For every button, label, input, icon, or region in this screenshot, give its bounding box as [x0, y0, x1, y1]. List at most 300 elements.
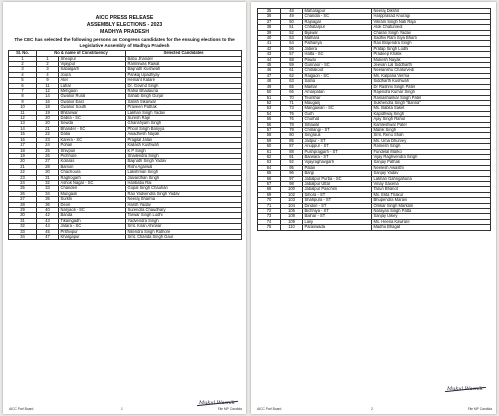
constituency-name: Maihar [303, 84, 372, 89]
constituency-name: Chitrangi - ST [303, 127, 372, 132]
constituency-number: 45 [37, 229, 59, 234]
serial-number: 39 [258, 30, 281, 35]
candidate-name: Bhupendra Maravi [372, 198, 491, 203]
serial-number: 68 [258, 187, 281, 192]
serial-number: 40 [258, 36, 281, 41]
candidate-name: Sanjay Uikey [372, 214, 491, 219]
serial-number: 3 [9, 67, 37, 72]
constituency-name: Dabra - SC [59, 116, 126, 121]
constituency-number: 54 [281, 41, 303, 46]
candidate-name: Lakhan Gahngahuria [372, 176, 491, 181]
constituency-name: Datia [59, 132, 126, 137]
candidate-name: Yadvendra Singh [126, 218, 242, 223]
candidate-name: Siddharth Kushwah [372, 79, 491, 84]
constituency-number: 11 [37, 83, 59, 88]
constituency-number: 57 [281, 52, 303, 57]
column-header-constituency: No & name of Constituency [37, 51, 126, 56]
constituency-number: 2 [37, 62, 59, 67]
constituency-number: 85 [281, 138, 303, 143]
constituency-name: Bhitarwar [59, 110, 126, 115]
serial-number: 7 [9, 89, 37, 94]
candidate-name: Rishi Agarwal [126, 164, 242, 169]
candidate-name: Sahab Singh Gurjar [126, 94, 242, 99]
constituency-name: Malhara [303, 36, 372, 41]
constituency-number: 97 [281, 176, 303, 181]
constituency-name: Bhander - SC [59, 126, 126, 131]
serial-number: 49 [258, 84, 281, 89]
candidate-name: Nitendra Singh Rathore [126, 229, 242, 234]
constituency-number: 59 [281, 63, 303, 68]
footer-right: File MP Candida [467, 407, 492, 411]
constituency-name: Sheopur [59, 56, 126, 61]
candidate-name: Satish Sikarwar [126, 99, 242, 104]
serial-number: 46 [258, 68, 281, 73]
constituency-name: Pushprajgarh - ST [303, 149, 372, 154]
serial-number: 27 [9, 197, 37, 202]
constituency-number: 76 [281, 117, 303, 122]
constituency-number: 48 [281, 9, 303, 14]
constituency-name: Raigaon - SC [303, 73, 372, 78]
header-line: ASSEMBLY ELECTIONS - 2023 [86, 22, 163, 28]
serial-number: 24 [9, 180, 37, 185]
serial-number: 64 [258, 165, 281, 170]
serial-number: 28 [9, 202, 37, 207]
constituency-number: 56 [281, 46, 303, 51]
constituency-number: 20 [37, 116, 59, 121]
constituency-number: 30 [37, 170, 59, 175]
constituency-name: Deori [59, 202, 126, 207]
constituency-name: Vijaypur [59, 62, 126, 67]
constituency-number: 18 [37, 105, 59, 110]
column-header-candidates: Selected Candidates [126, 51, 242, 56]
constituency-number: 35 [37, 197, 59, 202]
constituency-number: 70 [281, 95, 303, 100]
serial-number: 57 [258, 127, 281, 132]
constituency-number: 98 [281, 182, 303, 187]
constituency-name: Rajnagar [303, 19, 372, 24]
serial-number: 71 [258, 203, 281, 208]
serial-number: 75 [258, 225, 281, 230]
constituency-number: 49 [281, 14, 303, 19]
candidate-table-page-1 [8, 50, 242, 240]
constituency-number: 88 [281, 149, 303, 154]
candidate-name: Sadhvi Ram Siya Bharti [372, 36, 491, 41]
candidate-name: Dr. Govind Singh [126, 83, 242, 88]
candidate-name: Neeraj Dikshit [372, 9, 491, 14]
constituency-number: 91 [281, 154, 303, 159]
constituency-name: Sewda [59, 121, 126, 126]
candidate-name: Manik Singh [372, 127, 491, 132]
constituency-name: Bichhiya - ST [303, 209, 372, 214]
serial-number: 73 [258, 214, 281, 219]
constituency-number: 105 [281, 209, 303, 214]
serial-number: 16 [9, 137, 37, 142]
serial-number: 13 [9, 121, 37, 126]
serial-number: 22 [9, 170, 37, 175]
constituency-number: 36 [37, 202, 59, 207]
constituency-name: Chitrakoot [303, 68, 372, 73]
candidate-name: Tarun Bhanot [372, 187, 491, 192]
constituency-name: Satna [303, 79, 372, 84]
constituency-number: 4 [37, 72, 59, 77]
serial-number: 31 [9, 218, 37, 223]
constituency-number: 62 [281, 73, 303, 78]
serial-number: 36 [258, 14, 281, 19]
signature: Mukul Wasnik [199, 400, 235, 406]
candidate-name: Tarwar Singh Lodhi [126, 213, 242, 218]
serial-number: 6 [9, 83, 37, 88]
constituency-name: Bamori [59, 164, 126, 169]
document-page-1 [3, 2, 246, 414]
constituency-name: Kolaras [59, 159, 126, 164]
constituency-name: Raghogarh [59, 175, 126, 180]
candidate-name: Omkar Singh Markam [372, 203, 491, 208]
candidate-name: Surendra Chaudhary [126, 207, 242, 212]
constituency-number: 20 [37, 121, 59, 126]
candidate-name: Baijnath Singh Yadav [126, 159, 242, 164]
serial-number: 23 [9, 175, 37, 180]
constituency-number: 32 [37, 180, 59, 185]
constituency-name: Pawai [303, 57, 372, 62]
constituency-number: 22 [37, 132, 59, 137]
serial-number: 55 [258, 117, 281, 122]
serial-number: 51 [258, 95, 281, 100]
constituency-number: 44 [37, 224, 59, 229]
constituency-number: 103 [281, 198, 303, 203]
constituency-number: 87 [281, 144, 303, 149]
constituency-name: Chhatarpur [303, 25, 372, 30]
serial-number: 5 [9, 78, 37, 83]
candidate-name: K P Singh [126, 148, 242, 153]
constituency-name: Jabalpur Purba - SC [303, 176, 372, 181]
serial-number: 42 [258, 46, 281, 51]
candidate-name: Pankaj Upadhyay [126, 72, 242, 77]
candidate-name: Lakhan Singh Yadav [126, 110, 242, 115]
serial-number: 52 [258, 100, 281, 105]
candidate-name: Vikram Singh Nati Raja [372, 19, 491, 24]
constituency-name: Singrauli [303, 133, 372, 138]
constituency-number: 1 [37, 56, 59, 61]
serial-number: 14 [9, 126, 37, 131]
constituency-number: 63 [281, 79, 303, 84]
constituency-name: Pohari [59, 143, 126, 148]
constituency-number: 23 [37, 137, 59, 142]
constituency-number: 40 [37, 207, 59, 212]
constituency-number: 65 [281, 84, 303, 89]
candidate-name: Alok Chaturvedi [372, 25, 491, 30]
constituency-name: Gwalior South [59, 105, 126, 110]
candidate-name: Pragilal Jatav [126, 137, 242, 142]
candidate-name: Vijay Raghvendra Singh [372, 154, 491, 159]
constituency-number: 66 [281, 90, 303, 95]
serial-number: 61 [258, 149, 281, 154]
serial-number: 67 [258, 182, 281, 187]
constituency-number: 34 [37, 191, 59, 196]
serial-number: 19 [9, 153, 37, 158]
candidate-table-page-2 [257, 8, 491, 231]
candidate-name: Narayan Singh Patta [372, 209, 491, 214]
candidate-name: Phool Singh Bariyya [126, 126, 242, 131]
header-line: MADHYA PRADESH [100, 29, 149, 35]
candidate-name: Praveen Pathak [126, 105, 242, 110]
candidate-name: Suresh Raje [126, 116, 242, 121]
candidate-name: Vinay Saxena [372, 182, 491, 187]
column-header-sl-no: Sl. No. [9, 51, 37, 56]
constituency-number: 110 [281, 225, 303, 230]
constituency-name: Mangawan - SC [303, 106, 372, 111]
constituency-name: Vijayraghavgarh [303, 160, 372, 165]
candidate-name: Ms. Kalpana Verma [372, 73, 491, 78]
serial-number: 72 [258, 209, 281, 214]
constituency-number: 79 [281, 127, 303, 132]
constituency-name: Lahar [59, 83, 126, 88]
constituency-name: Surkhi [59, 197, 126, 202]
candidate-name: Mukesh Nayak [372, 57, 491, 62]
serial-number: 43 [258, 52, 281, 57]
serial-number: 15 [9, 132, 37, 137]
candidate-name: Ms. Ekta Thakur [372, 192, 491, 197]
serial-number: 17 [9, 143, 37, 148]
constituency-number: 50 [281, 19, 303, 24]
constituency-name: Chanderi [59, 186, 126, 191]
serial-number: 18 [9, 148, 37, 153]
constituency-number: 33 [37, 186, 59, 191]
signature: Mukul Wasnik [447, 386, 483, 392]
constituency-number: 47 [37, 235, 59, 240]
constituency-number: 109 [281, 219, 303, 224]
serial-number: 20 [9, 159, 37, 164]
candidate-name: Ms. Uma Dhurvey [372, 138, 491, 143]
constituency-name: Sihawal [303, 122, 372, 127]
candidate-name: Dr Rashmi Singh Patel [372, 84, 491, 89]
candidate-name: Smt. Kiran Ahirwar [126, 224, 242, 229]
constituency-name: Chandla - SC [303, 14, 372, 19]
serial-number: 25 [9, 186, 37, 191]
serial-number: 48 [258, 79, 281, 84]
candidate-name: Jaivardhan Singh [126, 175, 242, 180]
serial-number: 69 [258, 192, 281, 197]
serial-number: 10 [9, 105, 37, 110]
constituency-number: 16 [37, 99, 59, 104]
constituency-number: 52 [281, 30, 303, 35]
constituency-name: Ashok Nagar - SC [59, 180, 126, 185]
serial-number: 53 [258, 106, 281, 111]
constituency-name: Hatta - SC [303, 52, 372, 57]
serial-number: 65 [258, 171, 281, 176]
serial-number: 2 [9, 62, 37, 67]
footer-left: AICC Parl Board [257, 407, 282, 411]
serial-number: 50 [258, 90, 281, 95]
candidate-name: Kamleshwar Patel [372, 122, 491, 127]
serial-number: 44 [258, 57, 281, 62]
serial-number: 60 [258, 144, 281, 149]
constituency-number: 24 [37, 143, 59, 148]
constituency-number: 71 [281, 100, 303, 105]
constituency-name: Gwalior Rural [59, 94, 126, 99]
candidate-name: Hemant Katare [126, 78, 242, 83]
candidate-name: Kailash Kushwah [126, 143, 242, 148]
constituency-name: Jabera [303, 46, 372, 51]
candidate-name: Rahul Bhadauria [126, 89, 242, 94]
serial-number: 63 [258, 160, 281, 165]
constituency-number: 51 [281, 25, 303, 30]
serial-number: 30 [9, 213, 37, 218]
constituency-number: 80 [281, 133, 303, 138]
constituency-number: 58 [281, 57, 303, 62]
constituency-number: 92 [281, 160, 303, 165]
constituency-name: Churhat [303, 117, 372, 122]
serial-number: 21 [9, 164, 37, 169]
constituency-number: 43 [37, 218, 59, 223]
footer-left: AICC Parl Board [9, 407, 34, 411]
candidate-name: Shailendra Singh [126, 153, 242, 158]
candidate-name: Ramniwas Rawat [126, 62, 242, 67]
candidate-name: Neelesh Awasthi [372, 165, 491, 170]
constituency-name: Pichhore [59, 153, 126, 158]
candidate-name: Smt. Chanda Singh Gaur [126, 235, 242, 240]
constituency-name: Mungaoli [59, 191, 126, 196]
constituency-number: 19 [37, 110, 59, 115]
constituency-name: Banda [59, 213, 126, 218]
constituency-name: Sabalgarh [59, 67, 126, 72]
serial-number: 38 [258, 25, 281, 30]
candidate-name: Ms. Heena Kawrare [372, 219, 491, 224]
footer-page-number: 1 [121, 407, 123, 411]
constituency-number: 75 [281, 111, 303, 116]
serial-number: 26 [9, 191, 37, 196]
constituency-name: Gunnaor - SC [303, 63, 372, 68]
candidate-name: Rao Brajendra Singh [372, 41, 491, 46]
constituency-name: Joura [59, 72, 126, 77]
candidate-name: Rao Yadvendra Singh Yadav [126, 191, 242, 196]
serial-number: 33 [9, 229, 37, 234]
candidate-name: Ms. Babita Saket [372, 106, 491, 111]
candidate-name: Pradeep Khatik [372, 52, 491, 57]
constituency-name: Bargi [303, 171, 372, 176]
candidate-name: Sanjay Pathak [372, 160, 491, 165]
constituency-number: 95 [281, 165, 303, 170]
constituency-name: Lanji [303, 219, 372, 224]
constituency-name: Sihora - ST [303, 192, 372, 197]
constituency-name: Prithvipur [59, 229, 126, 234]
candidate-name: Sanjay Yadav [372, 171, 491, 176]
table-row [258, 225, 491, 230]
serial-number: 34 [9, 235, 37, 240]
constituency-name: Barwara - ST [303, 154, 372, 159]
serial-number: 11 [9, 110, 37, 115]
constituency-name: Jabalpur Uttar [303, 182, 372, 187]
candidate-name: Babu Jhandel [126, 56, 242, 61]
candidate-name: Sukhendra Singh "Banna" [372, 100, 491, 105]
candidate-name: Harpprasad Anuragi [372, 14, 491, 19]
candidate-name: Ajay Singh Rahul [372, 117, 491, 122]
constituency-number: 78 [281, 122, 303, 127]
constituency-name: Paraswada [303, 225, 372, 230]
constituency-number: 21 [37, 126, 59, 131]
candidate-name: Kapidhwaj Singh [372, 111, 491, 116]
constituency-number: 73 [281, 106, 303, 111]
candidate-name: Ramesh Singh [372, 144, 491, 149]
constituency-name: Khargapur [59, 235, 126, 240]
serial-number: 74 [258, 219, 281, 224]
constituency-number: 100 [281, 187, 303, 192]
constituency-number: 9 [37, 78, 59, 83]
constituency-number: 27 [37, 159, 59, 164]
constituency-name: Patan [303, 165, 372, 170]
candidate-name: Awadhesh Nayak [126, 132, 242, 137]
serial-number: 62 [258, 154, 281, 159]
constituency-number: 28 [37, 164, 59, 169]
constituency-name: Shivpuri [59, 148, 126, 153]
constituency-number: 53 [281, 36, 303, 41]
constituency-name: Mauganj [303, 100, 372, 105]
serial-number: 56 [258, 122, 281, 127]
candidate-name: Smt. Renu Shah [372, 133, 491, 138]
footer-right: File MP Candida [217, 407, 242, 411]
candidate-name: Harsh Yadav [126, 202, 242, 207]
serial-number: 45 [258, 63, 281, 68]
constituency-name: Maharajpur [303, 9, 372, 14]
candidate-name: Jeevan Lal Siddharth [372, 63, 491, 68]
serial-number: 47 [258, 73, 281, 78]
constituency-name: Naryaoli - SC [59, 207, 126, 212]
serial-number: 4 [9, 72, 37, 77]
candidate-name: Neeraj Sharma [126, 197, 242, 202]
constituency-number: 104 [281, 203, 303, 208]
serial-number: 59 [258, 138, 281, 143]
constituency-name: Anuppur - ST [303, 144, 372, 149]
serial-number: 58 [258, 133, 281, 138]
constituency-name: Tikamgadh [59, 218, 126, 223]
candidate-name: Neelanshu Chaturvedi [372, 68, 491, 73]
constituency-number: 14 [37, 94, 59, 99]
header-line: AICC PRESS RELEASE [95, 15, 154, 21]
constituency-name: Jaitpur - ST [303, 138, 372, 143]
constituency-name: Gurh [303, 111, 372, 116]
constituency-number: 42 [37, 213, 59, 218]
constituency-name: Teonthar [303, 95, 372, 100]
constituency-name: Amarpatan [303, 90, 372, 95]
press-release-header [3, 15, 246, 36]
candidate-name: Baijnath Kushwah [126, 67, 242, 72]
candidate-name: Fundelal Marko [372, 149, 491, 154]
serial-number: 70 [258, 198, 281, 203]
constituency-name: Jatara - SC [59, 224, 126, 229]
candidate-name: Haribabu Rai [126, 180, 242, 185]
constituency-name: Mehgaon [59, 89, 126, 94]
serial-number: 9 [9, 99, 37, 104]
constituency-name: Shahpura - ST [303, 198, 372, 203]
constituency-number: 102 [281, 192, 303, 197]
constituency-number: 61 [281, 68, 303, 73]
constituency-number: 108 [281, 214, 303, 219]
candidate-name: Rajendra Kumar Singh [372, 90, 491, 95]
constituency-number: 25 [37, 148, 59, 153]
constituency-name: Baihar - ST [303, 214, 372, 219]
serial-number: 29 [9, 207, 37, 212]
serial-number: 12 [9, 116, 37, 121]
constituency-number: 3 [37, 67, 59, 72]
constituency-name: Jabalpur Paschim [303, 187, 372, 192]
constituency-name: Gwalior East [59, 99, 126, 104]
candidate-name: Ghanshyam Singh [126, 121, 242, 126]
constituency-number: 12 [37, 89, 59, 94]
cec-description: The CEC has selected the following persons as Congress candidates for the ensuing elections to the Legislative Assembly of Madhya Pradesh [14, 37, 235, 48]
serial-number: 66 [258, 176, 281, 181]
constituency-number: 31 [37, 175, 59, 180]
candidate-name: Pratap Singh Lodhi [372, 46, 491, 51]
constituency-number: 26 [37, 153, 59, 158]
